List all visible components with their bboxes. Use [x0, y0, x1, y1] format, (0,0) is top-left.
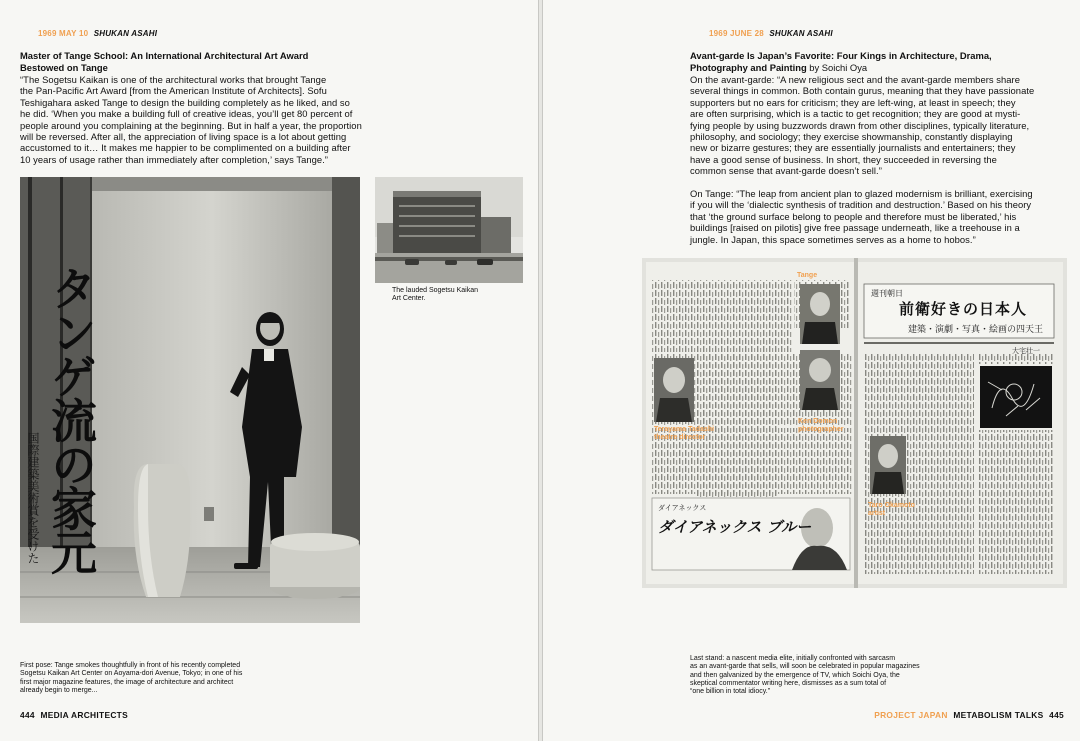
label-ken-domon — [798, 418, 844, 434]
right-page-header — [709, 29, 833, 38]
right-page-number: 445 — [1049, 710, 1064, 720]
right-title-byline: by Soichi Oya — [806, 61, 868, 73]
left-header-date: 1969 MAY 10 — [38, 29, 89, 38]
sogetsu-kaikan-photo — [375, 177, 523, 283]
right-page — [542, 0, 1080, 741]
photo-vertical-headline: タンゲ流の家元 — [44, 265, 98, 573]
left-title-line-1: Master of Tange School: An International Architectural Art Award — [20, 50, 309, 61]
left-header-magazine: SHUKAN ASAHI — [93, 29, 158, 38]
left-body-line: people around you complaining at the beginning. But in half a year, the proportion — [20, 119, 362, 131]
right-article-body — [690, 74, 1070, 245]
right-caption-line: “one billion in total idiocy.” — [690, 688, 771, 696]
right-body-line: fying people by using buzzwords drawn from other disciplines, typically literature, — [690, 119, 1030, 131]
label-terayama-role: theatre director — [654, 434, 706, 441]
label-taro-name: Taro Okamoto — [868, 502, 915, 509]
spread-byline: 大宅壮一 — [1012, 347, 1040, 355]
right-body-line: jungle. In Japan, this space sometimes serves as a home to hobos.” — [690, 233, 976, 245]
right-body-line: are often surprising, which is a tactic to get recognition; they are good at mysti- — [690, 108, 1021, 120]
label-ken-name: Ken Domon — [798, 418, 838, 425]
spread-headline: 前衛好きの日本人 — [899, 300, 1028, 318]
label-taro-role: artist — [868, 510, 886, 517]
right-caption-line: skeptical commentator writing here, dismisses as a sum total of — [690, 679, 887, 687]
left-caption-line: Sogetsu Kaikan Art Center on Aoyama-dori Avenue, Tokyo; in one of his — [20, 670, 243, 678]
right-footer-project: PROJECT JAPAN — [874, 710, 948, 720]
right-photo-caption — [690, 655, 920, 696]
right-header-magazine: SHUKAN ASAHI — [769, 29, 833, 38]
right-body-line — [690, 177, 693, 188]
right-body-line: buildings [raised on pilotis] give free passage underneath, like a treehouse in a — [690, 222, 1020, 234]
label-terayama-name: Terayama Tadashi — [654, 426, 715, 433]
right-body-line: On Tange: “The leap from ancient plan to glazed modernism is brilliant, exercising — [690, 188, 1033, 200]
left-body-line: he did. ‘When you make a building full of creative ideas, you’ll get 80 percent of — [20, 108, 353, 120]
sogetsu-photo-caption — [392, 287, 478, 304]
left-photo-caption — [20, 662, 242, 695]
left-caption-line: First pose: Tange smokes thoughtfully in front of his recently completed — [20, 662, 241, 669]
left-body-line: accustomed to it… It makes me happier to be complimented on a building after — [20, 142, 351, 154]
right-body-line: if you will the ‘dialectic synthesis of tradition and destruction.’ Based on his theory — [690, 199, 1032, 211]
right-body-line: have a good sense of business. In short, they succeeded in reversing the — [690, 153, 997, 165]
right-title-line-2-bold: Photography and Painting — [690, 61, 807, 73]
right-section-title: METABOLISM TALKS — [953, 710, 1044, 720]
left-body-line: 10 years of usage rather than immediately after completion,’ says Tange.” — [20, 153, 328, 165]
right-caption-line: Last stand: a nascent media elite, initially confronted with sarcasm — [690, 655, 896, 662]
spread-ad-small: ダイアネックス — [658, 504, 707, 512]
right-body-line: new or bizarre gestures; they are essentially journalists and entertainers; they — [690, 142, 1016, 154]
label-terayama — [654, 426, 714, 442]
photo-vertical-subhead: 国際建築美術賞を受けた — [26, 432, 40, 564]
label-taro-okamoto — [868, 502, 915, 518]
label-ken-role: photographer — [798, 426, 844, 433]
label-tange: Tange — [797, 272, 818, 279]
left-title-line-2: Bestowed on Tange — [20, 61, 108, 73]
small-caption-line: The lauded Sogetsu Kaikan — [392, 287, 479, 294]
right-caption-line: and then galvanized by the emergence of TV, which Soichi Oya, the — [690, 671, 900, 679]
right-caption-line: as an avant-garde that sells, will soon be celebrated in popular magazines — [690, 663, 920, 671]
spread-kicker: 週刊朝日 — [871, 289, 903, 298]
right-body-line: philosophy, and sociology; they exercise showmanship, constantly displaying — [690, 131, 1013, 143]
left-footer — [20, 710, 128, 720]
left-page-header — [38, 29, 157, 38]
right-footer — [874, 710, 1064, 720]
sogetsu-building-illustration — [375, 177, 523, 283]
right-article-title — [690, 50, 992, 73]
right-header-date: 1969 JUNE 28 — [709, 29, 764, 38]
tange-portrait-photo — [20, 177, 360, 623]
spread-ad-text: ダイアネックス ブルー — [658, 518, 812, 536]
magazine-spread-photo — [642, 258, 1067, 588]
right-body-line: On the avant-garde: “A new religious sect and the avant-garde members share — [690, 74, 1020, 85]
left-body-line: will be reversed. After all, the appreciation of living space is a lot about getting — [20, 131, 347, 143]
left-page-number: 444 — [20, 710, 35, 720]
left-caption-line: first major magazine features, the image of architecture and architect — [20, 678, 234, 686]
right-body-line: common sense that avant-garde doesn’t sell.” — [690, 165, 882, 177]
spread-subhead: 建築・演劇・写真・絵画の四天王 — [908, 325, 1044, 335]
right-body-line: several things in common. Both contain gurus, meaning that they have passionate — [690, 85, 1035, 97]
left-article-title — [20, 50, 308, 73]
left-section-title: MEDIA ARCHITECTS — [40, 710, 128, 720]
right-body-line: supporters but no ears for criticism; they are left-wing, at least in speech; they — [690, 96, 1016, 108]
left-body-line: “The Sogetsu Kaikan is one of the architectural works that brought Tange — [20, 74, 327, 85]
left-body-line: Teshigahara asked Tange to design the building completely as he liked, and so — [20, 96, 350, 108]
right-body-line: that ‘the ground surface belong to people and therefore must be liberated,’ his — [690, 210, 1017, 222]
left-page — [0, 0, 539, 741]
left-article-body — [20, 74, 400, 165]
left-body-line: the Pan-Pacific Art Award [from the American Institute of Architects]. Sofu — [20, 85, 327, 97]
small-caption-line: Art Center. — [392, 295, 426, 303]
right-title-line-1: Avant-garde Is Japan’s Favorite: Four Kings in Architecture, Drama, — [690, 50, 992, 61]
left-caption-line: already begin to merge... — [20, 686, 98, 694]
